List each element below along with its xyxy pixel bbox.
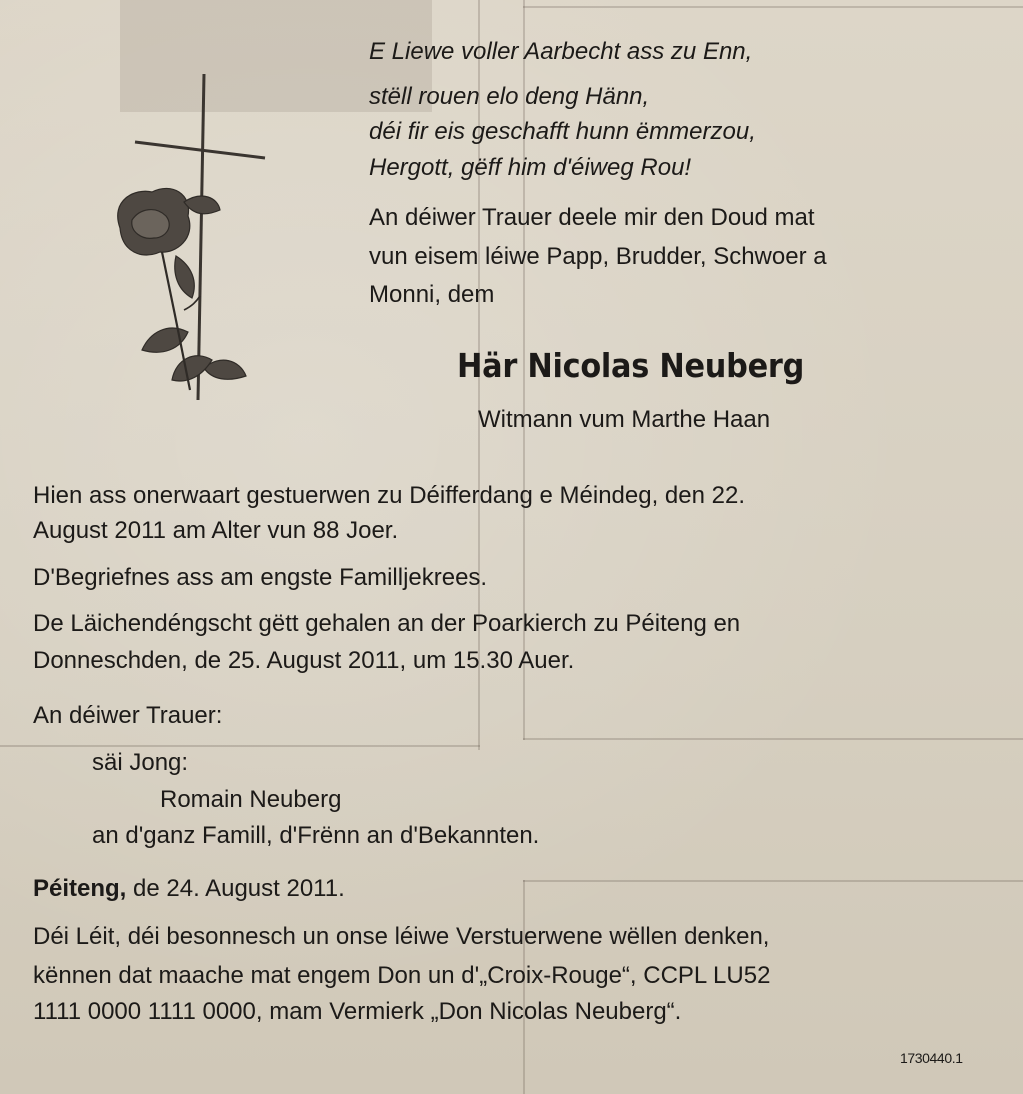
ghost-column-rule [523, 738, 1023, 740]
body-line: De Läichendéngscht gëtt gehalen an der Poarkierch zu Péiteng en [33, 610, 741, 637]
ghost-column-rule [0, 745, 480, 747]
intro-line: An déiwer Trauer deele mir den Doud mat [369, 204, 815, 231]
reference-number: 1730440.1 [900, 1050, 963, 1066]
date: de 24. August 2011. [126, 875, 345, 902]
intro-line: Monni, dem [369, 281, 495, 308]
donation-line: kënnen dat maache mat engem Don un d'„Croix-Rouge“, CCPL LU52 [33, 962, 771, 989]
body-line: D'Begriefnes ass am engste Familljekrees. [33, 564, 488, 591]
cross-with-rose-icon [80, 70, 280, 410]
body-line: An déiwer Trauer: [33, 702, 223, 729]
donation-line: 1111 0000 1111 0000, mam Vermierk „Don Nicolas Neuberg“. [33, 998, 682, 1025]
son-label: säi Jong: [92, 749, 189, 776]
body-line: Donneschden, de 25. August 2011, um 15.30 Auer. [33, 647, 575, 674]
ghost-column-rule [523, 6, 1023, 8]
intro-line: vun eisem léiwe Papp, Brudder, Schwoer a [369, 243, 827, 270]
son-name: Romain Neuberg [160, 786, 342, 813]
verse-line: E Liewe voller Aarbecht ass zu Enn, [369, 38, 753, 65]
donation-line: Déi Léit, déi besonnesch un onse léiwe Verstuerwene wëllen denken, [33, 923, 770, 950]
place-date [33, 874, 345, 904]
body-line: Hien ass onerwaart gestuerwen zu Déifferdang e Méindeg, den 22. [33, 482, 745, 509]
verse-line: Hergott, gëff him d'éiweg Rou! [369, 154, 692, 181]
deceased-name: Här Nicolas Neuberg [457, 346, 805, 385]
family-others: an d'ganz Famill, d'Frënn an d'Bekannten. [92, 822, 540, 849]
body-line: August 2011 am Alter vun 88 Joer. [33, 517, 399, 544]
verse-line: stëll rouen elo deng Hänn, [369, 83, 650, 110]
deceased-subtitle: Witmann vum Marthe Haan [478, 406, 771, 433]
verse-line: déi fir eis geschafft hunn ëmmerzou, [369, 118, 756, 145]
place: Péiteng, [33, 875, 127, 902]
ghost-column-rule [523, 880, 1023, 882]
